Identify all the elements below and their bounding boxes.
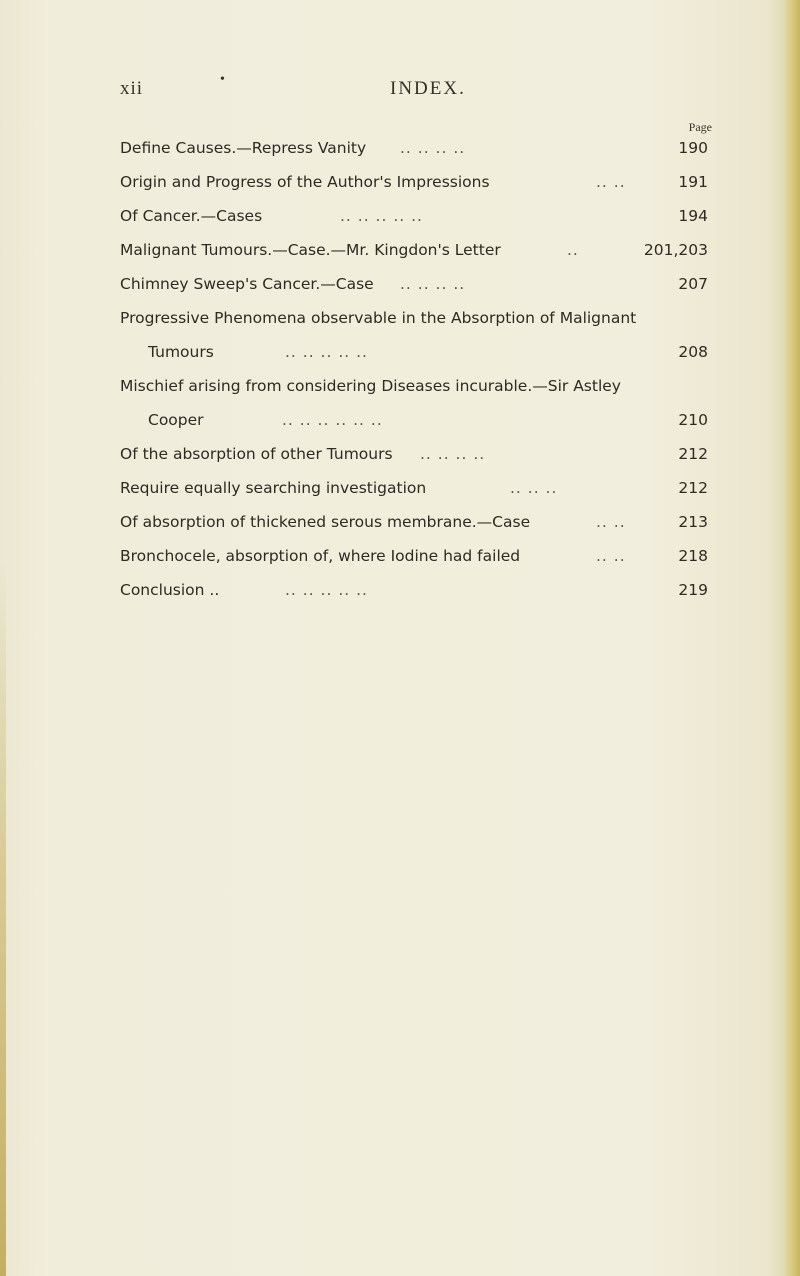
entry-page: 191	[678, 173, 708, 191]
index-entry	[0, 581, 800, 607]
entry-page: 190	[678, 139, 708, 157]
index-entry	[0, 547, 800, 573]
index-entry	[0, 377, 800, 403]
entry-text: Conclusion ..	[120, 581, 220, 599]
index-entry	[0, 139, 800, 165]
entry-text: Chimney Sweep's Cancer.—Case	[120, 275, 374, 293]
entry-text: Malignant Tumours.—Case.—Mr. Kingdon's Letter	[120, 241, 501, 259]
entry-text: Define Causes.—Repress Vanity	[120, 139, 367, 157]
entry-leader: .. .. .. .. ..	[285, 343, 368, 361]
entry-page: 218	[678, 547, 708, 565]
index-entry	[0, 411, 800, 437]
entry-page: 212	[678, 479, 708, 497]
index-entry	[0, 343, 800, 369]
index-entry	[0, 445, 800, 471]
index-entry	[0, 275, 800, 301]
entry-page: 219	[678, 581, 708, 599]
entry-page: 213	[678, 513, 708, 531]
entry-text: Of the absorption of other Tumours	[120, 445, 393, 463]
entry-text: Of Cancer.—Cases	[120, 207, 263, 225]
entry-text: Mischief arising from considering Diseases incurable.—Sir Astley	[120, 377, 621, 395]
entry-leader: .. .. .. ..	[400, 139, 466, 157]
entry-text: Of absorption of thickened serous membrane.—Case	[120, 513, 531, 531]
entry-leader: .. .. ..	[510, 479, 558, 497]
entry-text: Bronchocele, absorption of, where Iodine had failed	[120, 547, 521, 565]
entry-page: 208	[678, 343, 708, 361]
entry-leader: .. .. .. ..	[420, 445, 486, 463]
entry-leader: .. .. .. .. .. ..	[282, 411, 383, 429]
index-entry	[0, 479, 800, 505]
entry-leader: .. ..	[596, 513, 626, 531]
page-column-label: Page	[688, 120, 712, 134]
entry-leader: .. ..	[596, 547, 626, 565]
folio-number: xii	[120, 78, 144, 99]
entry-leader: .. .. .. .. ..	[340, 207, 423, 225]
page-edge-left	[0, 560, 6, 1276]
entry-page: 207	[678, 275, 708, 293]
entry-page: 210	[678, 411, 708, 429]
index-entry	[0, 513, 800, 539]
index-entry	[0, 207, 800, 233]
entry-leader: .. ..	[596, 173, 626, 191]
header-dot: •	[220, 72, 226, 87]
entry-page: 201,203	[643, 241, 708, 259]
entry-page: 194	[678, 207, 708, 225]
entry-leader: .. .. .. .. ..	[285, 581, 368, 599]
index-entry	[0, 173, 800, 199]
entry-text: Cooper	[148, 411, 204, 429]
index-entries	[0, 0, 800, 600]
entry-leader: ..	[567, 241, 579, 259]
entry-page: 212	[678, 445, 708, 463]
index-entry	[0, 241, 800, 267]
entry-text: Progressive Phenomena observable in the Absorption of Malignant	[120, 309, 637, 327]
entry-text: Require equally searching investigation	[120, 479, 427, 497]
entry-leader: .. .. .. ..	[400, 275, 466, 293]
header-title: INDEX.	[390, 78, 466, 99]
entry-text: Origin and Progress of the Author's Impressions	[120, 173, 490, 191]
index-entry	[0, 309, 800, 335]
entry-text: Tumours	[148, 343, 214, 361]
